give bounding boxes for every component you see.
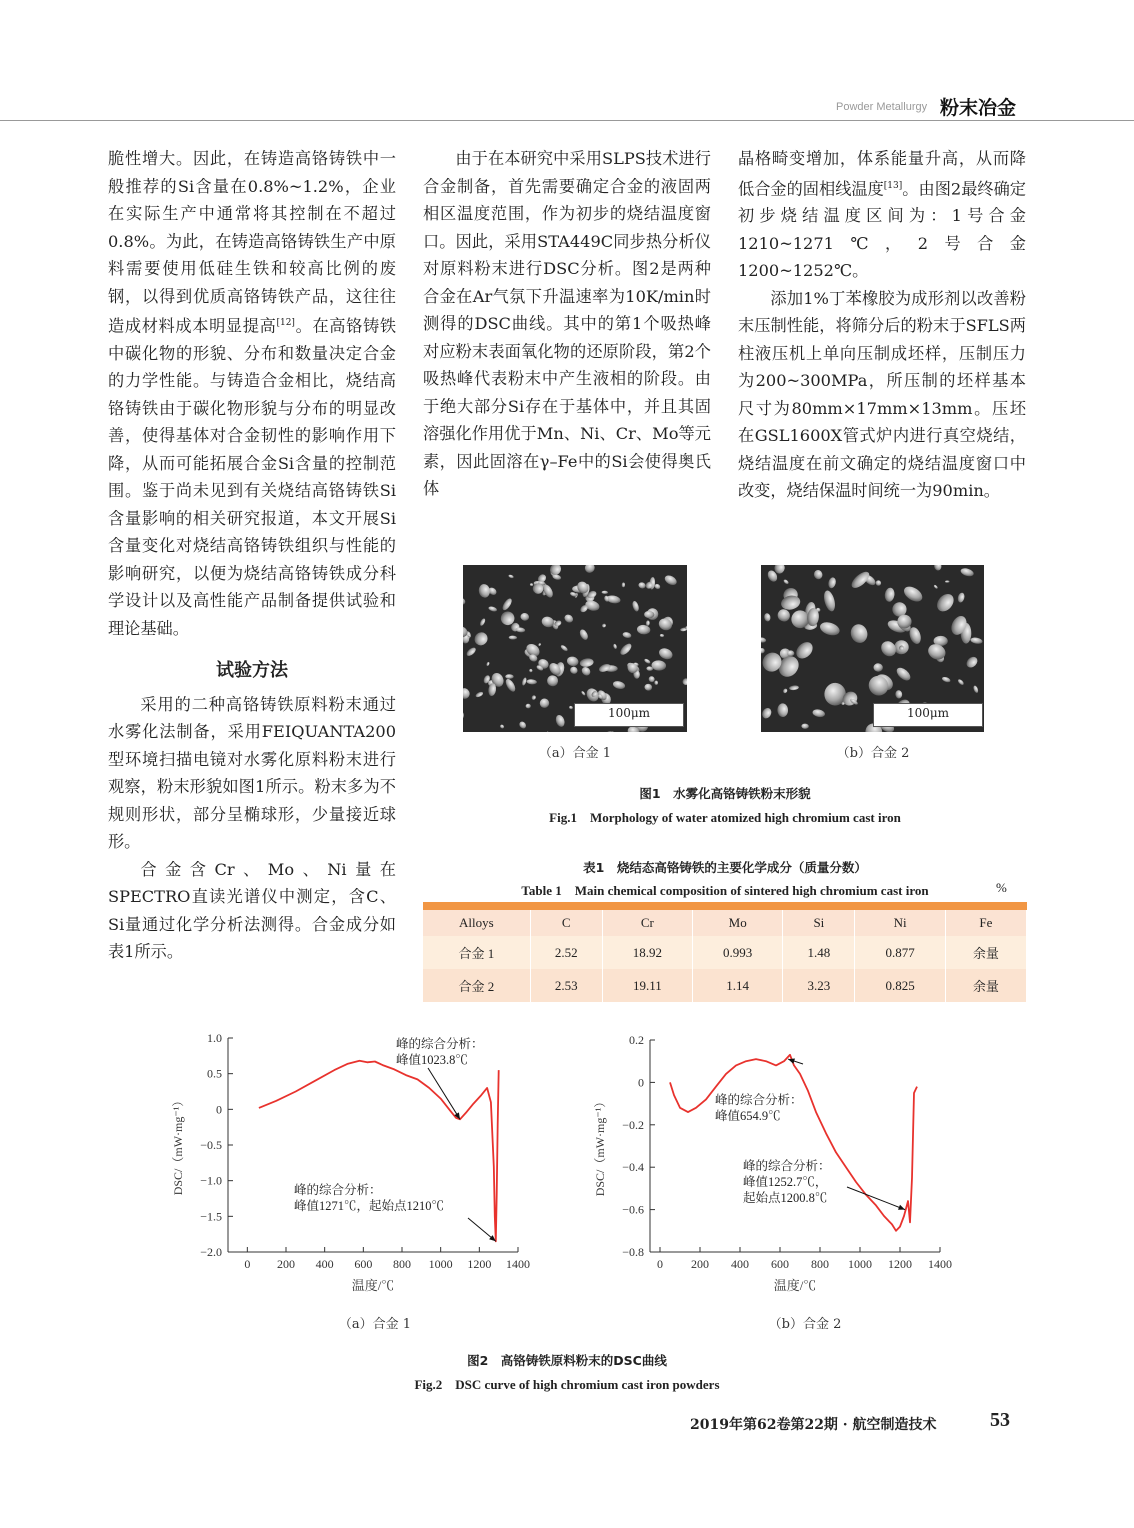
x-tick-label: 1000 <box>848 1257 872 1271</box>
table-cell: 合金 1 <box>423 936 530 969</box>
column-2 <box>423 145 711 503</box>
y-tick-label: 0 <box>638 1075 644 1090</box>
reference-12: [12] <box>276 318 295 328</box>
table-cell: 2.52 <box>530 936 602 969</box>
peak-annotation-1: 峰值1023.8℃ <box>396 1053 468 1067</box>
page-number: 53 <box>990 1409 1010 1431</box>
dsc-chart-alloy-2 <box>585 1022 985 1312</box>
y-tick-label: 0.5 <box>207 1066 222 1081</box>
col3-paragraph-1: 晶格畸变增加，体系能量升高，从而降低合金的固相线温度[13]。由图2最终确定初步烧结温度区间为：1号合金1210~1271℃，2号合金1200~1252℃。 <box>738 149 1026 281</box>
scale-bar-b: 100μm <box>873 703 983 727</box>
fig1-caption-a: （a）合金 1 <box>538 746 612 761</box>
peak-annotation-2: 峰值1271℃，起始点1210℃ <box>294 1199 445 1213</box>
composition-table <box>423 902 1027 1002</box>
footer-issue: 2019年第62卷第22期 · 航空制造技术 <box>690 1417 937 1433</box>
fig2-title-en: Fig.2 DSC curve of high chromium cast iron powders <box>414 1377 720 1392</box>
section-title: 试验方法 <box>216 660 288 682</box>
y-tick-label: −0.5 <box>200 1138 222 1152</box>
peak-annotation-1: 峰的综合分析： <box>396 1037 484 1051</box>
fig1-title-en: Fig.1 Morphology of water atomized high chromium cast iron <box>549 810 901 825</box>
table-cell: 1.48 <box>783 936 855 969</box>
y-tick-label: −0.4 <box>622 1160 644 1175</box>
table-row <box>423 969 1027 1002</box>
x-tick-label: 1200 <box>888 1257 912 1271</box>
table-cell: 余量 <box>945 936 1026 969</box>
col1-paragraph-3: 合金含Cr、Mo、Ni量在SPECTRO直读光谱仪中测定，含C、Si量通过化学分析法测得。合金成分如表1所示。 <box>108 859 396 962</box>
y-tick-label: 0.2 <box>629 1033 644 1047</box>
x-tick-label: 1200 <box>467 1257 492 1271</box>
table1-unit: % <box>996 880 1007 895</box>
x-tick-label: 1400 <box>928 1257 952 1271</box>
scale-bar-a: 100μm <box>574 703 684 727</box>
y-tick-label: −2.0 <box>200 1245 222 1259</box>
dsc-chart-alloy-1 <box>160 1022 560 1312</box>
header-rule <box>0 120 1134 121</box>
y-tick-label: −1.5 <box>200 1209 222 1224</box>
journal-name-en: Powder Metallurgy <box>836 101 928 113</box>
table-cell: 合金 2 <box>423 969 530 1002</box>
x-tick-label: 1000 <box>428 1257 453 1271</box>
reference-13: [13] <box>883 180 903 191</box>
table-cell: 3.23 <box>783 969 855 1002</box>
fig2-caption-a: （a）合金 1 <box>338 1317 412 1332</box>
peak-annotation-2: 峰值1252.7℃， <box>743 1175 828 1189</box>
table-cell: 2.53 <box>530 969 602 1002</box>
x-tick-label: 600 <box>771 1257 789 1271</box>
column-1 <box>108 145 396 966</box>
x-tick-label: 200 <box>691 1257 709 1271</box>
table-header-cell: Alloys <box>423 906 530 936</box>
peak-annotation-2: 峰的综合分析： <box>743 1159 831 1173</box>
y-axis-label: DSC/（mW·mg⁻¹） <box>593 1095 607 1197</box>
y-tick-label: 1.0 <box>207 1031 222 1045</box>
table-cell: 0.993 <box>693 936 783 969</box>
y-tick-label: 0 <box>216 1102 222 1117</box>
table-header-cell: Ni <box>855 906 945 936</box>
x-tick-label: 800 <box>393 1257 411 1271</box>
annotation-arrowhead <box>898 1205 905 1210</box>
y-tick-label: −0.6 <box>622 1202 644 1217</box>
table1-title-zh: 表1 烧结态高铬铸铁的主要化学成分（质量分数） <box>583 860 867 875</box>
x-tick-label: 0 <box>244 1257 251 1271</box>
table-cell: 1.14 <box>693 969 783 1002</box>
table-cell: 19.11 <box>602 969 692 1002</box>
col2-paragraph-1: 由于在本研究中采用SLPS技术进行合金制备，首先需要确定合金的液固两相区温度范围，作为初步的烧结温度窗口。因此，采用STA449C同步热分析仪对原料粉末进行DSC分析。图2是两种合金在Ar气氛下升温速率为10K/min时测得的DSC曲线。其中的第1个吸热峰对应粉末表面氧化物的还原阶段，第2个吸热峰代表粉末中产生液相的阶段。由于绝大部分Si存在于基体中，并且其固溶强化作用优于Mn、Ni、Cr、Mo等元素，因此固溶在γ–Fe中的Si会使得奥氏体 <box>423 149 711 498</box>
col1-paragraph-2: 采用的二种高铬铸铁原料粉末通过水雾化法制备，采用FEIQUANTA200型环境扫描电镜对水雾化原料粉末进行观察，粉末形貌如图1所示。粉末多为不规则形状，部分呈椭球形，少量接近球形。 <box>108 694 396 852</box>
peak-annotation-1: 峰值654.9℃ <box>715 1109 781 1123</box>
fig2-caption-b: （b）合金 2 <box>768 1317 842 1332</box>
col3-paragraph-2: 添加1%丁苯橡胶为成形剂以改善粉末压制性能，将筛分后的粉末于SFLS两柱液压机上单向压制成坯样，压制压力为200~300MPa，所压制的坯样基本尺寸为80mm×17mm×13mm。压坯在GSL1600X管式炉内进行真空烧结，烧结温度在前文确定的烧结温度窗口中改变，烧结保温时间统一为90min。 <box>738 288 1026 501</box>
fig2-title-zh: 图2 高铬铸铁原料粉末的DSC曲线 <box>467 1353 667 1368</box>
x-tick-label: 1400 <box>506 1257 530 1271</box>
x-axis-label: 温度/℃ <box>351 1278 395 1293</box>
x-tick-label: 0 <box>657 1257 663 1271</box>
y-tick-label: −0.8 <box>622 1245 644 1259</box>
table-cell: 18.92 <box>602 936 692 969</box>
peak-annotation-2: 峰的综合分析： <box>294 1183 382 1197</box>
dsc-curve <box>259 1061 499 1242</box>
table-header-cell: Fe <box>945 906 1026 936</box>
x-tick-label: 400 <box>315 1257 334 1271</box>
table-row <box>423 936 1027 969</box>
journal-name-zh: 粉末冶金 <box>940 97 1017 119</box>
x-tick-label: 200 <box>277 1257 295 1271</box>
y-axis-label: DSC/（mW·mg⁻¹） <box>171 1094 185 1196</box>
x-tick-label: 600 <box>354 1257 373 1271</box>
x-tick-label: 800 <box>811 1257 829 1271</box>
table-header-cell: C <box>530 906 602 936</box>
table-cell: 0.877 <box>855 936 945 969</box>
powder-particle <box>945 581 949 583</box>
y-tick-label: −1.0 <box>200 1173 222 1188</box>
fig1-caption-b: （b）合金 2 <box>836 746 910 761</box>
column-3 <box>738 145 1026 505</box>
table-header-cell: Cr <box>602 906 692 936</box>
fig1-title-zh: 图1 水雾化高铬铸铁粉末形貌 <box>639 786 811 801</box>
col1-paragraph-1: 脆性增大。因此，在铸造高铬铸铁中一般推荐的Si含量在0.8%~1.2%，企业在实际生产中通常将其控制在不超过0.8%。为此，在铸造高铬铸铁生产中原料需要使用低硅生铁和较高比例的废钢，以得到优质高铬铸铁产品，这往往造成材料成本明显提高[12]。在高铬铸铁中碳化物的形貌、分布和数量决定合金的力学性能。与铸造合金相比，烧结高铬铸铁由于碳化物形貌与分布的明显改善，使得基体对合金韧性的影响作用下降，从而可能拓展合金Si含量的控制范围。鉴于尚未见到有关烧结高铬铸铁Si含量影响的相关研究报道，本文开展Si含量变化对烧结高铬铸铁组织与性能的影响研究，以便为烧结高铬铸铁成分科学设计以及高性能产品制备提供试验和理论基础。 <box>108 149 397 638</box>
table-header-cell: Si <box>783 906 855 936</box>
annotation-arrow <box>428 1068 460 1119</box>
table-cell: 0.825 <box>855 969 945 1002</box>
peak-annotation-2: 起始点1200.8℃ <box>743 1191 828 1205</box>
table-header-row <box>423 906 1027 936</box>
x-tick-label: 400 <box>731 1257 749 1271</box>
x-axis-label: 温度/℃ <box>773 1278 817 1293</box>
table1-title-en: Table 1 Main chemical composition of sintered high chromium cast iron <box>521 883 929 898</box>
y-tick-label: −0.2 <box>622 1117 644 1132</box>
table-header-cell: Mo <box>693 906 783 936</box>
peak-annotation-1: 峰的综合分析： <box>715 1093 803 1107</box>
table-cell: 余量 <box>945 969 1026 1002</box>
